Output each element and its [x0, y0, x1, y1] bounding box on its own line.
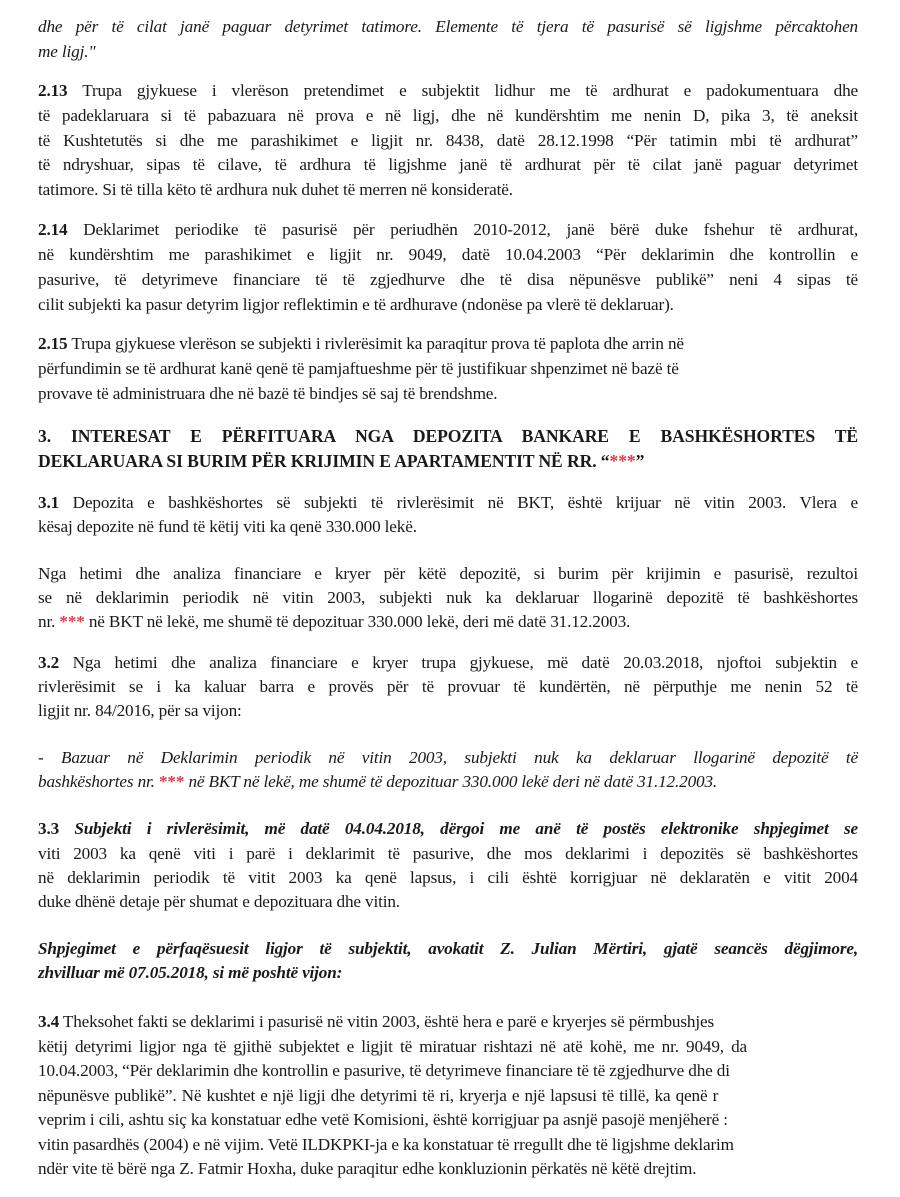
paragraph-3-2-bullet-line-2: bashkëshortes nr. *** në BKT në lekë, me shumë të depozituar 330.000 lekë deri në datë 31.12.2003.: [38, 772, 718, 791]
paragraph-3-3-line-2: viti 2003 ka qenë viti i parë i deklarimit të pasurive, dhe mos deklarimi i depozitës së bashkëshortes: [38, 844, 858, 863]
paragraph-3-4-line-6: vitin pasardhës (2004) e në vijim. Vetë ILDKPKI-ja e ka konstatuar të rregullt dhe të ligjshme deklarim: [38, 1135, 734, 1154]
paragraph-3-3-line-4: duke dhënë detaje për shumat e depozituara dhe vitin.: [38, 892, 400, 911]
paragraph-3-3-line-3: në deklarimin periodik të vitit 2003 ka qenë lapsus, i cili është korrigjuar në deklaratën e vitit 2004: [38, 868, 858, 887]
redacted-marker: ***: [59, 612, 85, 631]
paragraph-2-15-line-3: provave të administruara dhe në bazë të bindjes së saj të brendshme.: [38, 384, 498, 403]
paragraph-2-14-line-3: pasurive, të detyrimeve financiare të të zgjedhurve dhe të disa nëpunësve publikë” neni 4 sipas të: [38, 270, 858, 289]
paragraph-3-1-line-1: 3.1 Depozita e bashkëshortes së subjekti të rivlerësimit në BKT, është krijuar në vitin 2003. Vlera e: [38, 493, 858, 512]
paragraph-3-2-line-1: 3.2 Nga hetimi dhe analiza financiare e kryer trupa gjykuese, më datë 20.03.2018, njoftoi subjektin e: [38, 653, 858, 672]
paragraph-3-2-bullet-line-1: - Bazuar në Deklarimin periodik në vitin 2003, subjekti nuk ka deklaruar llogarinë depozitë të: [38, 748, 858, 767]
paragraph-3-2-line-2: rivlerësimit se i ka kaluar barra e provës për të provuar të kundërtën, në përputhje me nenin 52 të: [38, 677, 858, 696]
representative-heading-line-1: Shpjegimet e përfaqësuesit ligjor të subjektit, avokatit Z. Julian Mërtiri, gjatë seancës dëgjimore,: [38, 939, 858, 958]
paragraph-2-14-line-4: cilit subjekti ka pasur detyrim ligjor reflektimin e të ardhurave (ndonëse pa vlerë të deklaruar).: [38, 295, 674, 314]
paragraph-3-4-line-1: 3.4 Theksohet fakti se deklarimi i pasurisë në vitin 2003, është hera e parë e kryerjes së përmbushjes: [38, 1012, 714, 1031]
paragraph-number: 2.13: [38, 81, 68, 100]
paragraph-2-14-line-1: 2.14 Deklarimet periodike të pasurisë për periudhën 2010-2012, janë bërë duke fshehur të ardhurat,: [38, 220, 858, 239]
paragraph-2-13-line-4: të ndryshuar, sipas të cilave, të ardhura të ligjshme janë të ardhurat për të cilat janë paguar detyrimet: [38, 155, 858, 174]
paragraph-3-4-line-4: nëpunësve publikë”. Në kushtet e një ligji dhe detyrimi të ri, kryerja e një lapsusi të tillë, ka qenë r: [38, 1086, 719, 1105]
paragraph-2-14-line-2: në kundërshtim me parashikimet e ligjit nr. 9049, datë 10.04.2003 “Për deklarimin dhe kontrollin e: [38, 245, 858, 264]
paragraph-2-13-line-5: tatimore. Si të tilla këto të ardhura nuk duhet të merren në konsideratë.: [38, 180, 513, 199]
section-3-heading-line-1: 3. INTERESAT E PËRFITUARA NGA DEPOZITA BANKARE E BASHKËSHORTES TË: [38, 426, 858, 446]
paragraph-2-13-line-1: 2.13 Trupa gjykuese i vlerëson pretendimet e subjektit lidhur me të ardhurat e padokumentuara dhe: [38, 81, 858, 100]
paragraph-3-1-line-2: kësaj depozite në fund të këtij viti ka qenë 330.000 lekë.: [38, 517, 417, 536]
paragraph-number: 3.4: [38, 1012, 60, 1031]
paragraph-number: 3.2: [38, 653, 60, 672]
paragraph-3-4-line-5: veprim i cili, ashtu siç ka konstatuar edhe vetë Komisioni, është korrigjuar pa asnjë pasojë menjëherë :: [38, 1110, 728, 1129]
paragraph-2-13-line-2: të padeklaruara si të pabazuara në prova e në ligj, dhe në kundërshtim me nenin D, pika 3, të aneksit: [38, 106, 858, 125]
redacted-marker: ***: [609, 451, 636, 471]
section-3-heading-line-2: DEKLARUARA SI BURIM PËR KRIJIMIN E APARTAMENTIT NË RR. “***”: [38, 451, 645, 471]
paragraph-3-3-line-1: 3.3 Subjekti i rivlerësimit, më datë 04.04.2018, dërgoi me anë të postës elektronike shpjegimet se: [38, 819, 858, 838]
paragraph-2-15-line-2: përfundimin se të ardhurat kanë qenë të pamjaftueshme për të justifikuar shpenzimet në bazë të: [38, 359, 679, 378]
paragraph-2-13-line-3: të Kushtetutës si dhe me parashikimet e ligjit nr. 8438, datë 28.12.1998 “Për tatimin mbi të ardhurat”: [38, 131, 858, 150]
representative-heading-line-2: zhvilluar më 07.05.2018, si më poshtë vijon:: [38, 963, 343, 982]
intro-quote-line-1: dhe për të cilat janë paguar detyrimet tatimore. Elemente të tjera të pasurisë së ligjshme përcaktohen: [38, 17, 858, 36]
paragraph-number: 3.3: [38, 819, 60, 838]
intro-quote-line-2: me ligj.": [38, 42, 96, 61]
paragraph-3-1-cont-line-2: se në deklarimin periodik në vitin 2003, subjekti nuk ka deklaruar llogarinë depozitë të bashkëshortes: [38, 588, 858, 607]
paragraph-number: 3.1: [38, 493, 60, 512]
paragraph-3-4-line-7: ndër vite të bërë nga Z. Fatmir Hoxha, duke paraqitur edhe konkluzionin përkatës në këtë drejtim.: [38, 1159, 697, 1178]
paragraph-3-1-cont-line-1: Nga hetimi dhe analiza financiare e kryer për këtë depozitë, si burim për krijimin e pasurisë, rezultoi: [38, 564, 858, 583]
paragraph-number: 2.14: [38, 220, 68, 239]
redacted-marker: ***: [158, 772, 185, 791]
paragraph-2-15-line-1: 2.15 Trupa gjykuese vlerëson se subjekti i rivlerësimit ka paraqitur prova të paplota dhe arrin në: [38, 334, 684, 353]
paragraph-3-4-line-2: këtij detyrimi ligjor nga të gjithë subjektet e ligjit të miratuar rishtazi në atë kohë, me nr. 9049, da: [38, 1037, 748, 1056]
paragraph-3-1-cont-line-3: nr. *** në BKT në lekë, me shumë të depozituar 330.000 lekë, deri më datë 31.12.2003.: [38, 612, 631, 631]
paragraph-3-4-line-3: 10.04.2003, “Për deklarimin dhe kontrollin e pasurive, të detyrimeve financiare të të zgjedhurve dhe di: [38, 1061, 730, 1080]
paragraph-3-2-line-3: ligjit nr. 84/2016, për sa vijon:: [38, 701, 242, 720]
paragraph-number: 2.15: [38, 334, 68, 353]
